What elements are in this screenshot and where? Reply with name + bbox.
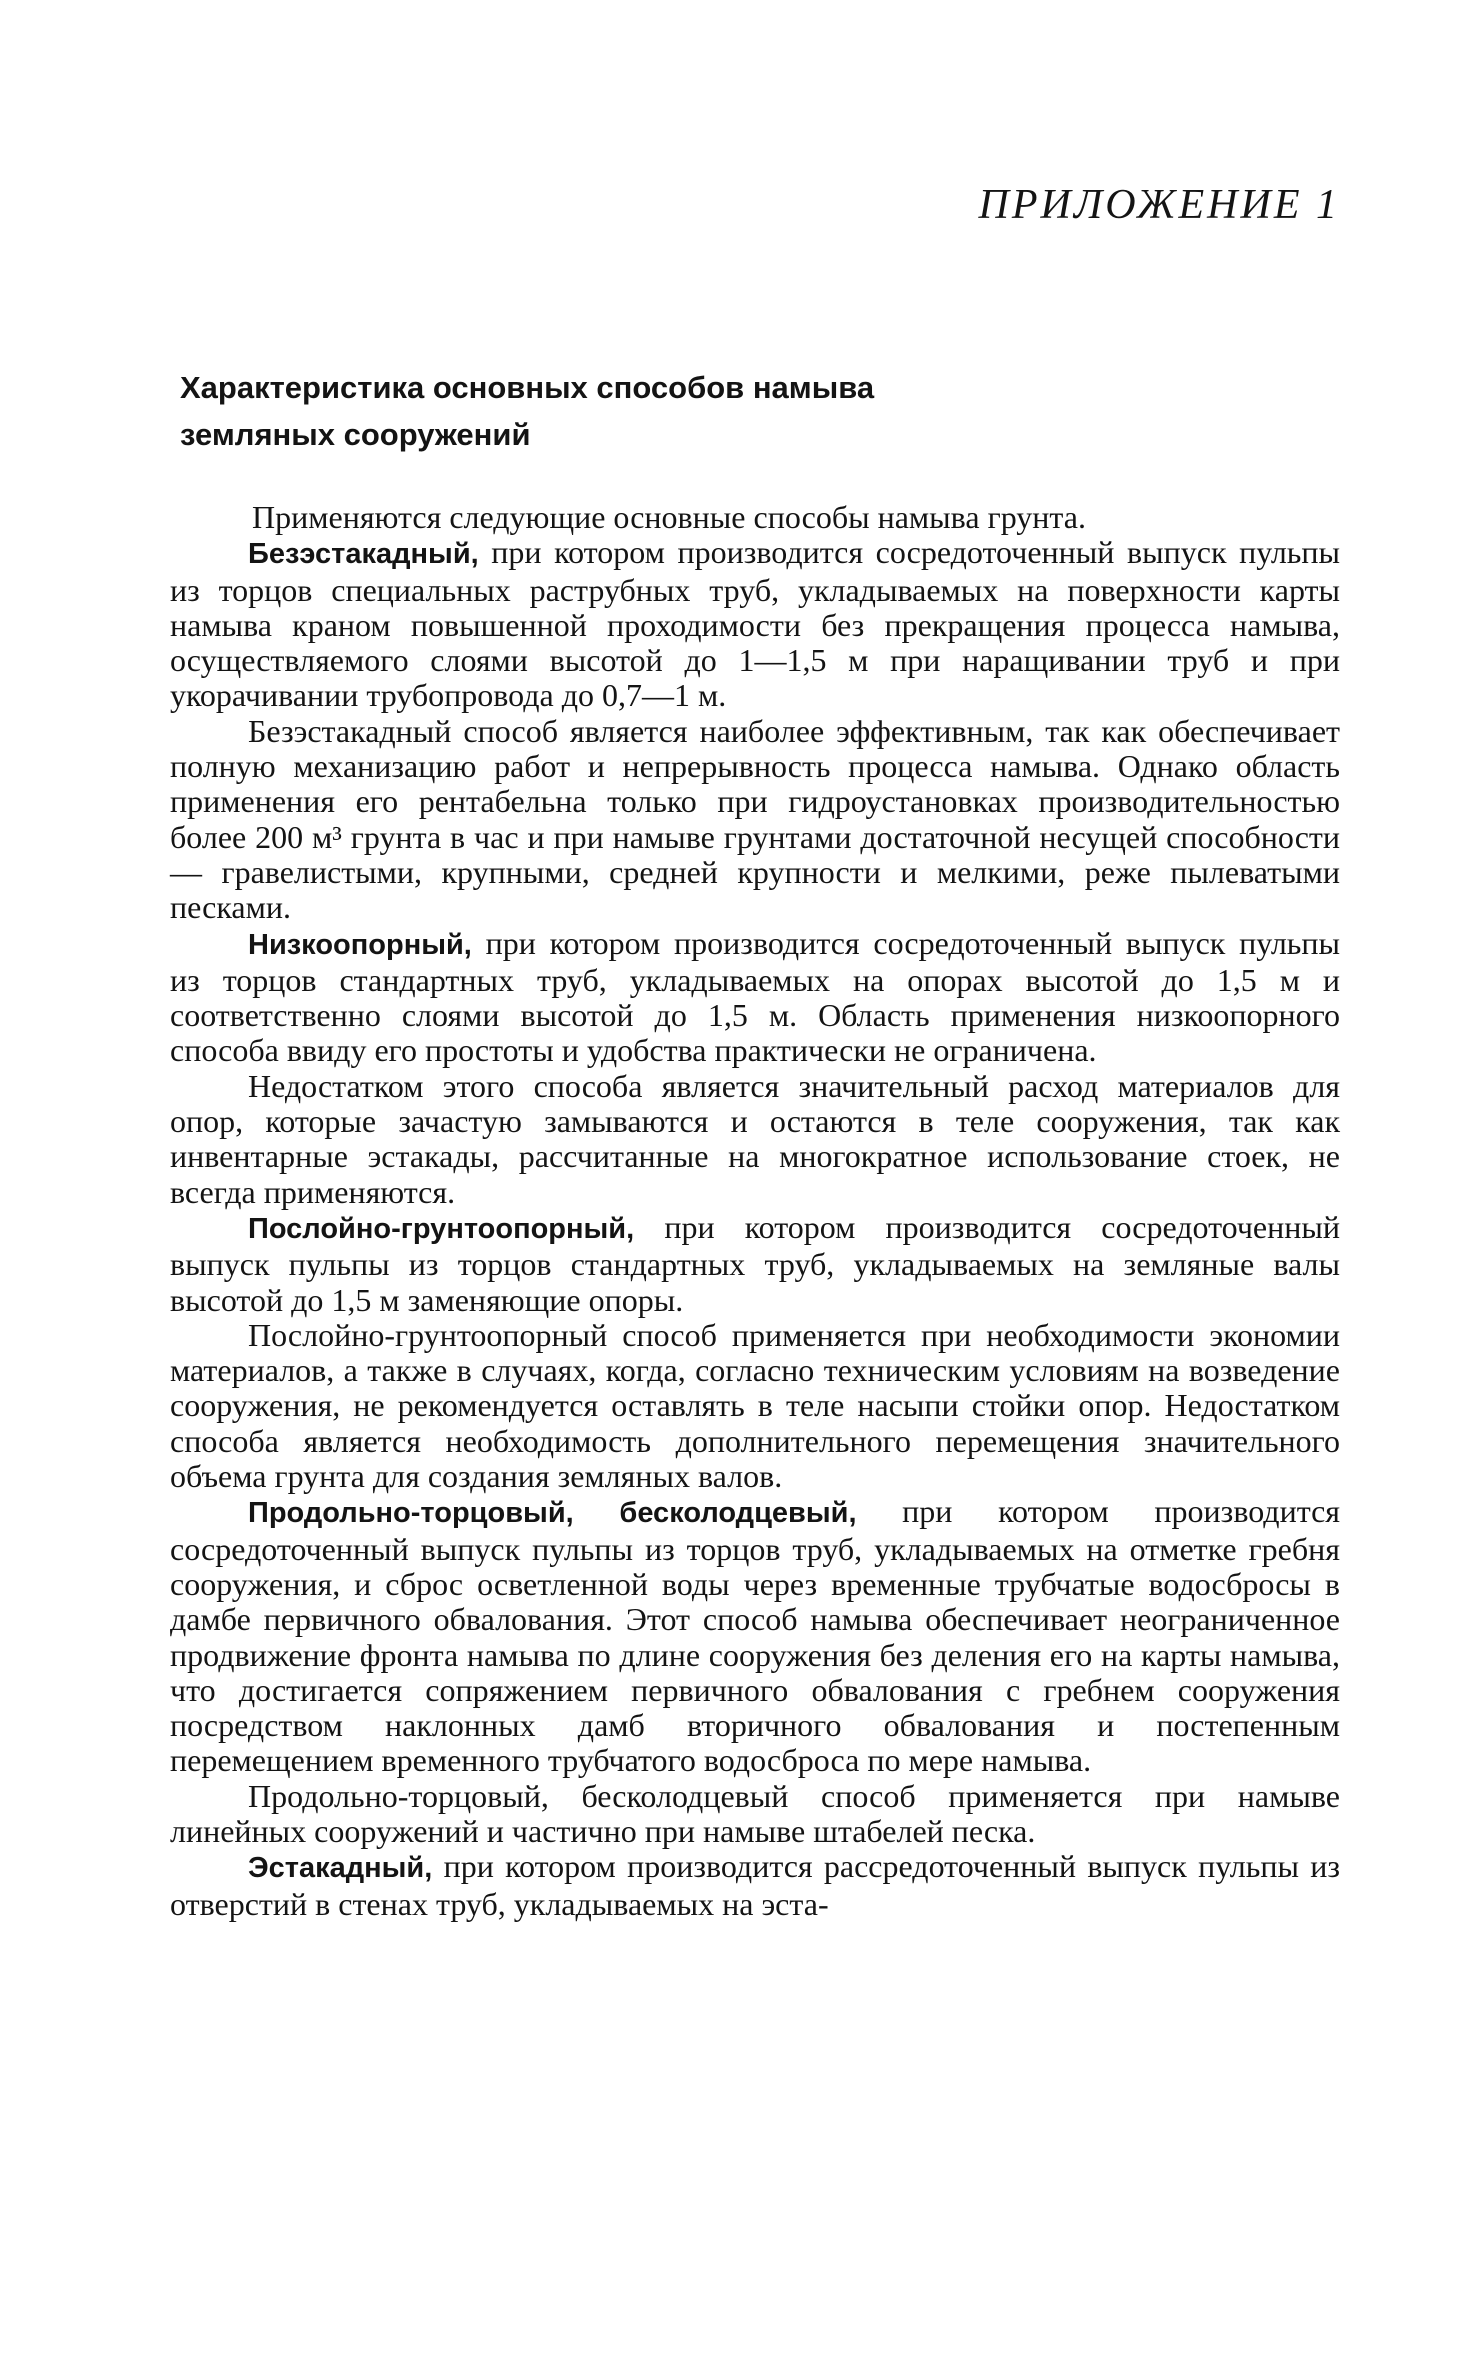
term-bezestakadny: Безэстакадный, <box>248 538 479 571</box>
paragraph-nizkoopornyj <box>170 926 1340 1069</box>
paragraph-text: при котором производится рассредоточенный выпуск пульпы из отверстий в стенах труб, укладываемых на эста- <box>170 1848 1340 1922</box>
paragraph-text: при котором производится сосредоточенный выпуск пульпы из торцов специальных раструбных труб, укладываемых на поверхности карты намыва краном повышенной проходимости без прекращения процесса намыва, осуществляемого слоями высотой до 1—1,5 м при наращивании труб и при укорачивании трубопровода до 0,7—1 м. <box>170 534 1340 714</box>
paragraph-bezestakadny-details: Безэстакадный способ является наиболее эффективным, так как обеспечивает полную механизацию работ и непрерывность процесса намыва. Однако область применения его рентабельна только при гидроустановках производительностью более 200 м³ грунта в час и при намыве грунтами достаточной несущей способности — гравелистыми, крупными, средней крупности и мелкими, реже пылеватыми песками. <box>170 712 1340 926</box>
term-estakadnyj: Эстакадный, <box>248 1852 433 1885</box>
heading-line-2: земляных сооружений <box>180 417 531 452</box>
paragraph-poslojno-gruntoopornyj <box>170 1210 1340 1318</box>
term-nizkoopornyj: Низкоопорный, <box>248 928 472 961</box>
paragraph-estakadnyj <box>170 1849 1340 1922</box>
body-text <box>170 500 1340 1922</box>
paragraph-text: при котором производится сосредоточенный выпуск пульпы из торцов труб, укладываемых на отметке гребня сооружения, и сброс осветленной воды через временные трубчатые водосбросы в дамбе первичного обвалования. Этот способ намыва обеспечивает неограниченное продвижение фронта намыва по длине сооружения без деления его на карты намыва, что достигается сопряжением первичного обвалования с гребнем сооружения посредством наклонных дамб вторичного обвалования и постепенным перемещением временного трубчатого водосброса по мере намыва. <box>170 1493 1340 1779</box>
paragraph-nizkoopornyj-drawback: Недостатком этого способа является значительный расход материалов для опор, которые зачастую замываются и остаются в теле сооружения, так как инвентарные эстакады, рассчитанные на многократное использование стоек, не всегда применяются. <box>170 1067 1340 1210</box>
paragraph-poslojno-gruntoopornyj-details: Послойно-грунтоопорный способ применяется при необходимости экономии материалов, а также в случаях, когда, согласно техническим условиям на возведение сооружения, не рекомендуется оставлять в теле насыпи стойки опор. Недостатком способа является необходимость дополнительного перемещения значительного объема грунта для создания земляных валов. <box>170 1316 1340 1495</box>
paragraph-text: при котором производится сосредоточенный выпуск пульпы из торцов стандартных труб, укладываемых на земляные валы высотой до 1,5 м заменяющие опоры. <box>170 1208 1340 1318</box>
heading-line-1: Характеристика основных способов намыва <box>180 370 875 405</box>
paragraph-prodolno-torcovyj-usage: Продольно-торцовый, бесколодцевый способ применяется при намыве линейных сооружений и частично при намыве штабелей песка. <box>170 1777 1340 1849</box>
paragraph-intro: Применяются следующие основные способы намыва грунта. <box>252 499 1086 535</box>
section-heading <box>180 364 1180 458</box>
appendix-label: ПРИЛОЖЕНИЕ 1 <box>978 182 1340 228</box>
paragraph-text: при котором производится сосредоточенный выпуск пульпы из торцов стандартных труб, укладываемых на опорах высотой до 1,5 м и соответственно слоями высотой до 1,5 м. Область применения низкоопорного способа ввиду его простоты и удобства практически не ограничена. <box>170 924 1340 1069</box>
paragraph-prodolno-torcovyj <box>170 1494 1340 1778</box>
paragraph-bezestakadny <box>170 535 1340 713</box>
term-prodolno-torcovyj: Продольно-торцовый, бесколодцевый, <box>248 1497 857 1530</box>
term-poslojno-gruntoopornyj: Послойно-грунтоопорный, <box>248 1212 635 1245</box>
